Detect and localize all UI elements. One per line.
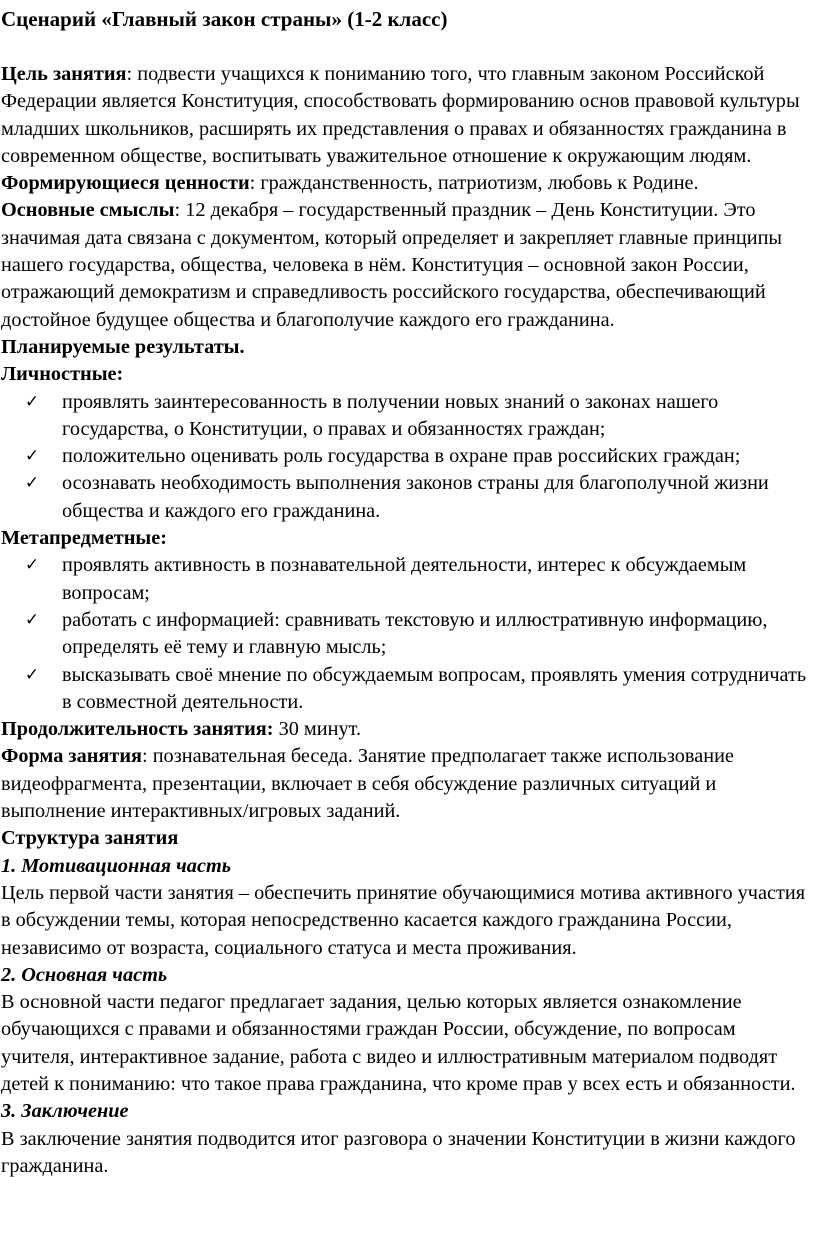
checkmark-icon: ✓ [24,609,40,630]
list-item-text: осознавать необходимость выполнения законов страны для благополучной жизни общества и каждого его гражданина. [62,472,769,522]
part-title: 1. Мотивационная часть [1,854,231,877]
meanings-paragraph [1,197,812,333]
checkmark-icon: ✓ [24,555,40,576]
duration-paragraph [1,716,812,743]
list-item [24,552,812,607]
checkmark-icon: ✓ [24,664,40,685]
list-item-text: положительно оценивать роль государства в охране прав российских граждан; [62,445,741,468]
list-item-text: проявлять активность в познавательной деятельности, интерес к обсуждаемым вопросам; [62,554,747,604]
form-paragraph [1,743,812,825]
document-title: Сценарий «Главный закон страны» (1-2 класс) [1,7,448,31]
list-item [24,389,812,444]
values-paragraph [1,170,812,197]
values-label: Формирующиеся ценности [1,172,250,195]
values-text: : гражданственность, патриотизм, любовь к Родине. [249,172,699,195]
part-title: 2. Основная часть [1,963,168,986]
goal-paragraph [1,61,812,170]
part-text: В заключение занятия подводится итог разговора о значении Конституции в жизни каждого гражданина. [1,1127,796,1177]
checkmark-icon: ✓ [24,473,40,494]
list-item [24,662,812,717]
part-text: Цель первой части занятия – обеспечить принятие обучающимися мотива активного участия в обсуждении темы, которая непосредственно касается каждого гражданина России, независимо от возраста, социального статуса и места проживания. [1,881,806,959]
checkmark-icon: ✓ [24,446,40,467]
personal-results-heading: Личностные: [1,363,124,386]
list-item [24,470,812,525]
personal-results-list [1,389,812,525]
meanings-text: : 12 декабря – государственный праздник – День Конституции. Это значимая дата связана с документом, который определяет и закрепляет главные принципы нашего государства, общества, человека в нём. Конституция – основной закон России, отражающий демократизм и справедливость российского государства, обеспечивающий достойное будущее общества и благополучие каждого его гражданина. [1,199,783,331]
results-heading: Планируемые результаты. [1,335,245,358]
duration-text: 30 минут. [273,718,362,741]
list-item-text: высказывать своё мнение по обсуждаемым вопросам, проявлять умения сотрудничать в совместной деятельности. [62,663,807,713]
meta-results-list [1,552,812,716]
list-item-text: проявлять заинтересованность в получении новых знаний о законах нашего государства, о Конституции, о правах и обязанностях граждан; [62,390,719,440]
duration-label: Продолжительность занятия: [1,718,274,741]
goal-label: Цель занятия [1,63,127,85]
meta-results-heading: Метапредметные: [1,527,167,550]
checkmark-icon: ✓ [24,391,40,412]
meanings-label: Основные смыслы [1,199,175,222]
goal-text: : подвести учащихся к пониманию того, что главным законом Российской Федерации является Конституция, способствовать формированию основ правовой культуры младших школьников, расширять их представления о правах и обязанностях гражданина в современном обществе, воспитывать уважительное отношение к окружающим людям. [1,63,800,167]
part-text: В основной части педагог предлагает задания, целью которых является ознакомление обучающихся с правами и обязанностями граждан России, обсуждение, по вопросам учителя, интерактивное задание, работа с видео и иллюстративным материалом подводят детей к пониманию: что такое права гражданина, что кроме прав у всех есть и обязанности. [1,991,796,1095]
list-item-text: работать с информацией: сравнивать текстовую и иллюстративную информацию, определять её тему и главную мысль; [62,608,768,659]
part-title: 3. Заключение [1,1100,129,1123]
list-item [24,443,812,470]
list-item [24,607,812,662]
form-text: : познавательная беседа. Занятие предполагает также использование видеофрагмента, презентации, включает в себя обсуждение различных ситуаций и выполнение интерактивных/игровых заданий. [1,745,734,823]
structure-heading: Структура занятия [1,827,179,850]
form-label: Форма занятия [1,745,142,768]
